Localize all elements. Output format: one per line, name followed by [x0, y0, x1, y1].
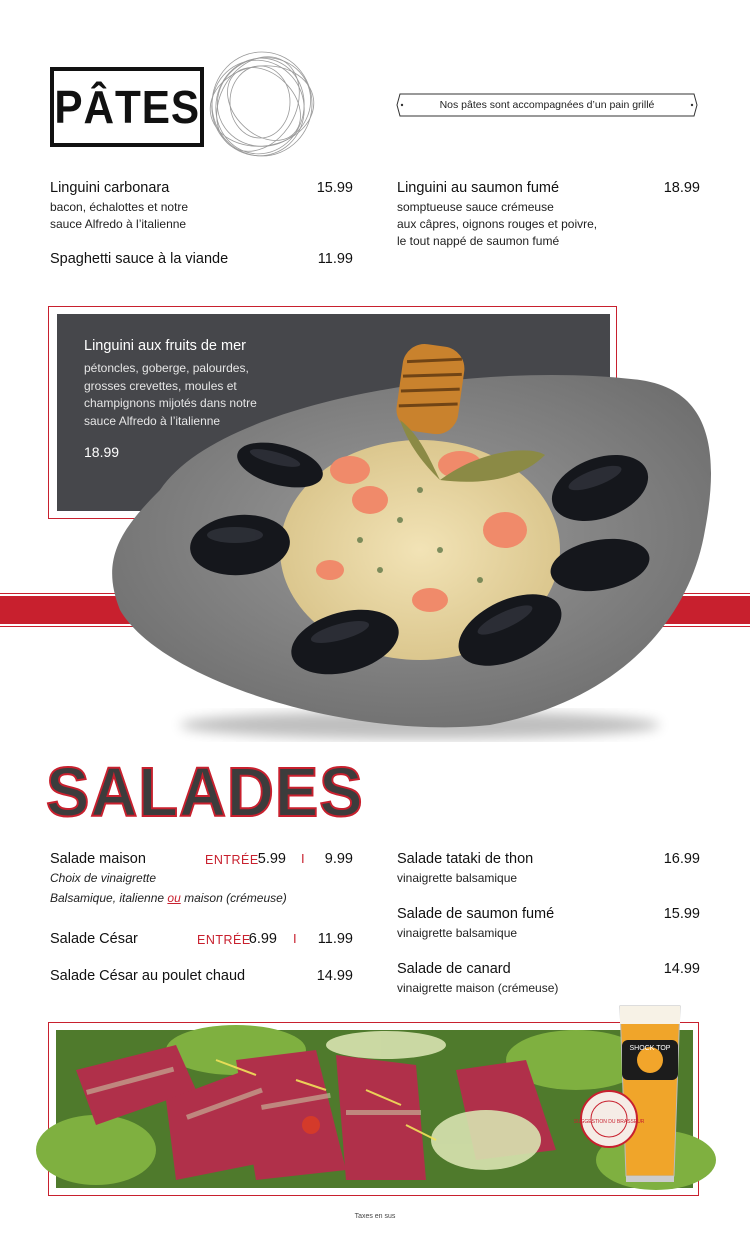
item-desc-linguini-carbonara: bacon, échalottes et notre sauce Alfredo à l’italienne	[50, 200, 189, 231]
item-desc-tataki: vinaigrette balsamique	[397, 871, 518, 885]
item-price-tataki: 16.99	[663, 851, 700, 867]
suggestion-badge-text: SUGGESTION DU BRASSEUR	[573, 1119, 645, 1125]
price-separator: I	[293, 931, 297, 946]
item-price-salade-cesar: 11.99	[317, 931, 353, 947]
entree-label-salade-maison: ENTRÉE	[205, 853, 259, 867]
salades-title: SALADES	[46, 753, 364, 831]
pates-note-banner	[396, 93, 698, 117]
item-price-cesar-poulet: 14.99	[316, 968, 353, 984]
item-name-linguini-carbonara: Linguini carbonara	[50, 180, 170, 196]
item-name-saumon-fume: Salade de saumon fumé	[397, 906, 555, 922]
item-desc-saumon-fume: vinaigrette balsamique	[397, 926, 518, 940]
item-name-linguini-saumon: Linguini au saumon fumé	[397, 180, 560, 196]
item-desc-linguini-saumon: somptueuse sauce crémeuse aux câpres, oignons rouges et poivre, le tout nappé de saumon fumé	[397, 200, 598, 248]
featured-desc: pétoncles, goberge, palourdes, grosses crevettes, moules et champignons mijotés dans notre sauce Alfredo à l’italienne	[84, 361, 257, 428]
beer-brand: SHOCK TOP	[629, 1045, 671, 1052]
item-name-spaghetti: Spaghetti sauce à la viande	[50, 251, 229, 267]
pates-title: PÂTES	[54, 81, 200, 133]
item-name-canard: Salade de canard	[397, 961, 511, 977]
spaghetti-illustration	[200, 44, 320, 164]
suggestion-badge-icon	[573, 1090, 645, 1148]
item-price-linguini-saumon: 18.99	[663, 180, 700, 196]
item-price-saumon-fume: 15.99	[663, 906, 700, 922]
item-price-canard: 14.99	[663, 961, 700, 977]
item-price-salade-maison: 9.99	[324, 851, 353, 867]
pates-title-box	[50, 67, 204, 147]
entree-price-salade-cesar: 6.99	[248, 931, 277, 947]
item-desc-salade-maison-options: Balsamique, italienne ou maison (crémeuse)	[50, 891, 287, 905]
item-name-tataki: Salade tataki de thon	[397, 851, 534, 867]
item-name-salade-cesar: Salade César	[50, 931, 138, 947]
featured-name: Linguini aux fruits de mer	[84, 338, 246, 354]
footer-taxes: Taxes en sus	[354, 1213, 396, 1220]
entree-price-salade-maison: 5.99	[257, 851, 286, 867]
item-name-salade-maison: Salade maison	[50, 851, 146, 867]
entree-label-salade-cesar: ENTRÉE	[197, 933, 251, 947]
item-price-spaghetti: 11.99	[317, 251, 353, 267]
featured-price: 18.99	[84, 444, 120, 460]
item-desc-canard: vinaigrette maison (crémeuse)	[397, 981, 559, 995]
price-separator: I	[301, 851, 305, 866]
seafood-pasta-photo	[100, 340, 715, 740]
item-name-cesar-poulet: Salade César au poulet chaud	[50, 968, 246, 984]
item-price-linguini-carbonara: 15.99	[316, 180, 353, 196]
pates-note-text: Nos pâtes sont accompagnées d’un pain grillé	[439, 99, 655, 111]
item-desc-salade-maison: Choix de vinaigrette	[50, 871, 157, 885]
